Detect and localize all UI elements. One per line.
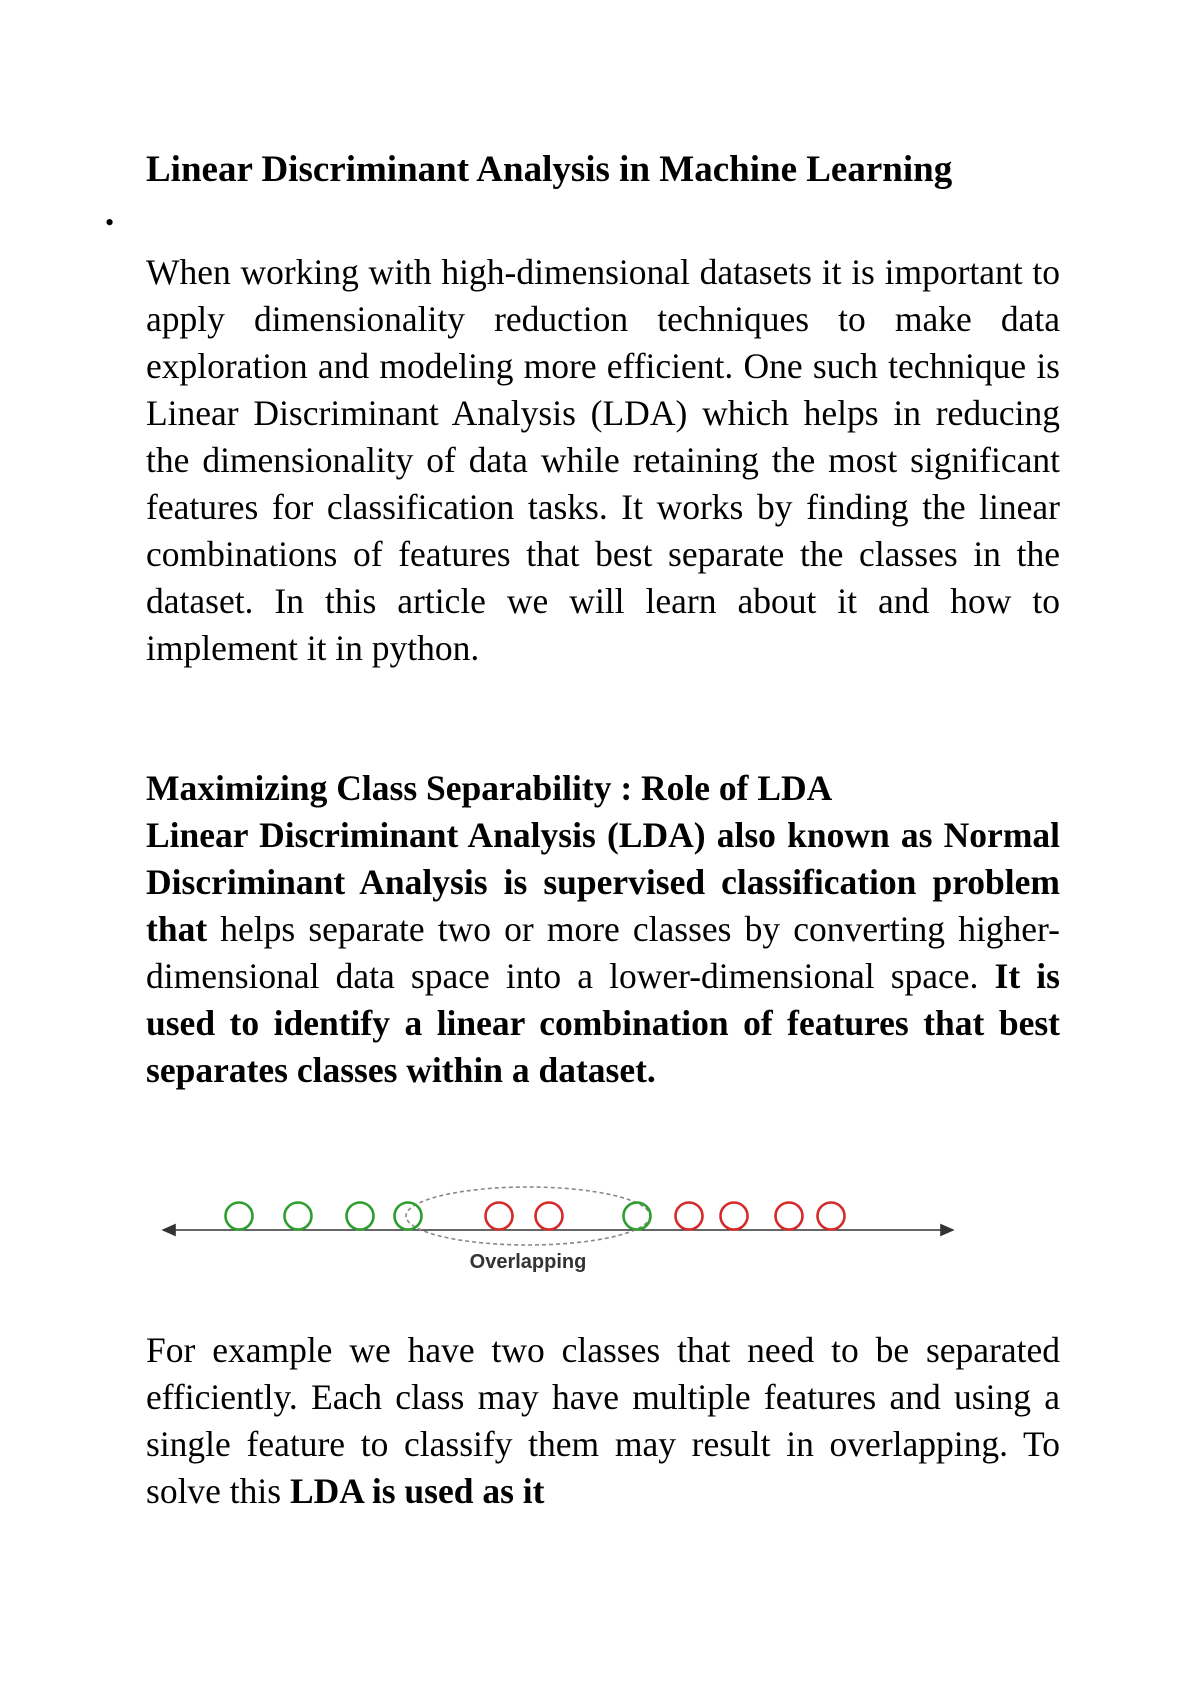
bullet-marker: • [105,208,115,237]
overlap-label: Overlapping [469,1251,587,1273]
example-paragraph [146,1327,1060,1515]
document-title: Linear Discriminant Analysis in Machine Learning [146,149,953,190]
green-point-3 [347,1203,374,1230]
overlap-diagram [155,1178,975,1278]
section-text-1: helps separate two or more classes by converting higher-dimensional data space into a lower-dimensional space. [146,909,1060,996]
green-point-1 [226,1203,253,1230]
overlap-region [406,1187,650,1245]
section-paragraph [146,812,1060,1094]
red-point-10 [776,1203,803,1230]
section-bold-1: Linear Discriminant Analysis (LDA) also known as Normal Discriminant Analysis is supervised classification problem that [146,815,1060,949]
section-heading: Maximizing Class Separability : Role of LDA [146,768,833,808]
overlap-figure [155,1178,975,1278]
green-point-2 [285,1203,312,1230]
example-bold-1: LDA is used as it [289,1471,545,1511]
red-point-9 [721,1203,748,1230]
points-layer [226,1203,845,1230]
green-point-4 [395,1203,422,1230]
example-text-1: For example we have two classes that need to be separated efficiently. Each class may have multiple features and using a single feature to classify them may result in overlapping. To solve this [146,1330,1060,1511]
red-point-5 [486,1203,513,1230]
red-point-8 [676,1203,703,1230]
intro-paragraph: When working with high-dimensional datasets it is important to apply dimensionality reduction techniques to make data exploration and modeling more efficient. One such technique is Linear Discriminant Analysis (LDA) which helps in reducing the dimensionality of data while retaining the most significant features for classification tasks. It works by finding the linear combinations of features that best separate the classes in the dataset. In this article we will learn about it and how to implement it in python. [146,252,1060,668]
red-point-11 [818,1203,845,1230]
red-point-6 [536,1203,563,1230]
section-bold-2: It is used to identify a linear combination of features that best separates classes within a dataset. [146,956,1060,1090]
green-point-7 [624,1203,651,1230]
